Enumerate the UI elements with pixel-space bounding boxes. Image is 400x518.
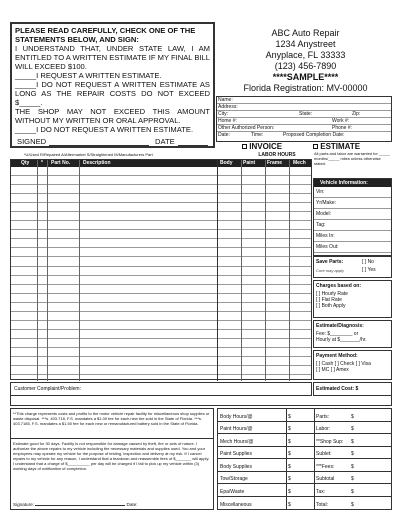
- totals-left-label: Tow/Storage: [220, 476, 248, 482]
- table-row[interactable]: [11, 294, 311, 303]
- col-paint: Paint: [243, 160, 256, 166]
- save-parts-label: Save Parts:: [316, 259, 344, 265]
- table-row[interactable]: [11, 321, 311, 330]
- totals-right-label: ***Fees:: [316, 463, 335, 470]
- vehicle-field[interactable]: Tag:: [314, 220, 391, 231]
- notice-option-limit[interactable]: _____I DO NOT REQUEST A WRITTEN ESTIMATE AS LONG AS THE REPAIR COSTS DO NOT EXCEED $_____.: [15, 80, 210, 107]
- left-dollar: $: [288, 502, 291, 508]
- right-dollar: $: [351, 463, 354, 470]
- left-dollar: $: [288, 451, 291, 457]
- notice-heading: PLEASE READ CAREFULLY, CHECK ONE OF THE STATEMENTS BELOW, AND SIGN:: [15, 26, 196, 44]
- time-field[interactable]: Time:: [251, 132, 264, 138]
- charge-flat[interactable]: [ ] Flat Rate: [316, 297, 342, 303]
- table-row[interactable]: [11, 239, 311, 248]
- col-description: Description: [83, 160, 111, 166]
- totals-right-label: **Shop Sup:: [316, 438, 344, 445]
- signed-line[interactable]: [49, 145, 149, 146]
- estimated-cost-label: Estimated Cost: $: [316, 386, 359, 392]
- totals-right-label: Tax:: [316, 488, 326, 495]
- totals-row: [218, 422, 391, 435]
- diagnosis-fee[interactable]: Fee: $________ or: [316, 331, 359, 337]
- col-body: Body: [220, 160, 233, 166]
- diagnosis-hourly[interactable]: Hourly at $_______/hr.: [316, 337, 367, 343]
- invoice-toggle[interactable]: [242, 142, 282, 152]
- totals-row: [218, 484, 391, 497]
- totals-right-label: Sublet:: [316, 451, 332, 457]
- totals-right-label: Total:: [316, 502, 328, 508]
- customer-state[interactable]: State:: [299, 111, 313, 117]
- right-dollar: $: [351, 502, 354, 508]
- totals-left-label: Mech Hours/@: [220, 438, 254, 445]
- right-dollar: $: [351, 476, 354, 482]
- disclaimer-panel: [10, 408, 214, 510]
- payment-label: Payment Method:: [316, 353, 358, 359]
- part-code-legend: *U/Used R/Repaired A/Aftermarket S/Straightened M/Manufacturers Part: [24, 152, 153, 157]
- customer-city[interactable]: City:: [218, 111, 228, 117]
- right-dollar: $: [351, 413, 354, 420]
- totals-row: [218, 434, 391, 447]
- labor-hours-title: LABOR HOURS: [258, 152, 296, 158]
- proposed-completion[interactable]: Proposed Completion Date:: [283, 132, 345, 138]
- table-row[interactable]: [11, 339, 311, 348]
- notice-option-request[interactable]: _____I REQUEST A WRITTEN ESTIMATE.: [15, 71, 162, 80]
- table-row[interactable]: [11, 357, 311, 366]
- payment-box: [313, 350, 392, 380]
- shop-header: [218, 28, 393, 94]
- right-dollar: $: [351, 438, 354, 445]
- totals-left-label: Body Hours/@: [220, 413, 253, 420]
- left-dollar: $: [288, 413, 291, 420]
- left-dollar: $: [288, 476, 291, 482]
- charges-box: [313, 280, 392, 318]
- charges-label: Charges based on:: [316, 283, 362, 289]
- customer-info: [216, 96, 392, 142]
- charge-both[interactable]: [ ] Both Apply: [316, 303, 346, 309]
- shop-street: 1234 Anystreet: [275, 39, 336, 49]
- vehicle-field[interactable]: Miles Out:: [314, 242, 391, 253]
- table-row[interactable]: [11, 366, 311, 375]
- diagnosis-box: [313, 320, 392, 348]
- table-row[interactable]: [11, 348, 311, 357]
- complaint-label: Customer Complaint/Problem:: [14, 386, 81, 392]
- signature-label: Signature:: [13, 502, 34, 507]
- vehicle-field[interactable]: Model:: [314, 209, 391, 220]
- col-part-no: Part No.: [51, 160, 71, 166]
- table-row[interactable]: [11, 212, 311, 221]
- other-authorized-person[interactable]: Other Authorized Person:: [218, 125, 275, 131]
- yes-label: Yes: [367, 267, 376, 273]
- invoice-label: INVOICE: [249, 142, 283, 151]
- complaint-box[interactable]: [10, 382, 312, 396]
- save-parts-yes[interactable]: [ ] Yes: [362, 267, 376, 273]
- totals-row: [218, 472, 391, 485]
- estimate-checkbox[interactable]: [313, 144, 318, 149]
- right-dollar: $: [351, 426, 354, 432]
- col-qty: Qty: [21, 160, 30, 166]
- vehicle-field[interactable]: Vin:: [314, 187, 391, 198]
- date-line[interactable]: [178, 145, 208, 146]
- vehicle-field[interactable]: Miles In:: [314, 231, 391, 242]
- shop-name: ABC Auto Repair: [271, 28, 340, 38]
- totals-right-label: Labor:: [316, 426, 331, 432]
- invoice-checkbox[interactable]: [242, 144, 247, 149]
- col-star: *: [41, 160, 43, 166]
- col-frame: Frame: [267, 160, 283, 166]
- notice-para1: I UNDERSTAND THAT, UNDER STATE LAW, I AM ENTITLED TO A WRITTEN ESTIMATE IF MY FINAL BILL WILL EXCEED $100.: [15, 44, 210, 71]
- totals-left-label: Miscellaneous: [220, 502, 252, 508]
- table-row[interactable]: [11, 203, 311, 212]
- estimate-label: ESTIMATE: [320, 142, 361, 151]
- customer-home-phone[interactable]: Home #:: [218, 118, 237, 124]
- table-row[interactable]: [11, 267, 311, 276]
- table-row[interactable]: [11, 167, 311, 176]
- other-phone[interactable]: Phone #:: [332, 125, 353, 131]
- totals-row: [218, 497, 391, 510]
- totals-left-label: Epa/Waste: [220, 488, 245, 495]
- table-row[interactable]: [11, 303, 311, 312]
- vehicle-info-panel: [313, 178, 392, 256]
- payment-line2[interactable]: [ ] MC [ ] Amex: [316, 367, 349, 373]
- signature-date-label: Date:: [126, 502, 138, 507]
- core-note: Core may apply: [316, 268, 345, 273]
- left-dollar: $: [288, 426, 291, 432]
- customer-name[interactable]: Name:: [218, 97, 233, 103]
- table-row[interactable]: [11, 185, 311, 194]
- totals-left-label: Body Supplies: [220, 463, 252, 470]
- totals-right-label: Parts:: [316, 413, 330, 420]
- date-field[interactable]: Date:: [218, 132, 230, 138]
- signed-label: SIGNED: [17, 137, 47, 146]
- table-row[interactable]: [11, 221, 311, 230]
- shop-registration: Florida Registration: MV-00000: [243, 83, 368, 93]
- right-dollar: $: [351, 488, 354, 495]
- table-row[interactable]: [11, 194, 311, 203]
- table-row[interactable]: [11, 285, 311, 294]
- table-row[interactable]: [11, 248, 311, 257]
- totals-row: [218, 447, 391, 460]
- totals-left-label: Paint Supplies: [220, 451, 252, 457]
- table-row[interactable]: [11, 276, 311, 285]
- vehicle-field[interactable]: Yr/Make:: [314, 198, 391, 209]
- date-label: DATE: [155, 137, 175, 146]
- notice-para2: THE SHOP MAY NOT EXCEED THIS AMOUNT WITHOUT MY WRITTEN OR ORAL APPROVAL.: [15, 107, 210, 125]
- save-parts-no[interactable]: [ ] No: [362, 259, 374, 265]
- customer-work-phone[interactable]: Work #:: [332, 118, 350, 124]
- complaint-area[interactable]: [10, 396, 392, 406]
- totals-left-label: Paint Hours/@: [220, 426, 253, 432]
- table-row[interactable]: [11, 312, 311, 321]
- diagnosis-label: Estimate/Diagnosis:: [316, 323, 364, 329]
- parts-labor-grid: [10, 159, 312, 380]
- left-dollar: $: [288, 438, 291, 445]
- save-parts-box: [313, 256, 392, 278]
- warranty-note: All parts and labor are warranted for _____ months/_____ miles unless otherwise stated.: [314, 151, 391, 166]
- notice-option-none[interactable]: _____I DO NOT REQUEST A WRITTEN ESTIMATE.: [15, 125, 194, 134]
- notice-box: [10, 22, 215, 148]
- vehicle-info-title: Vehicle Information:: [314, 179, 391, 187]
- estimated-cost: [313, 382, 392, 396]
- table-row[interactable]: [11, 230, 311, 239]
- left-dollar: $: [288, 463, 291, 470]
- totals-right-label: Subtotal: [316, 476, 335, 482]
- totals-row: [218, 409, 391, 422]
- payment-line1[interactable]: [ ] Cash [ ] Check [ ] Visa: [316, 361, 371, 367]
- totals-panel: [217, 408, 392, 510]
- hourly-rate-label: Hourly Rate: [321, 291, 348, 297]
- grid-header: [11, 160, 311, 167]
- flat-rate-label: Flat Rate: [321, 297, 342, 303]
- right-dollar: $: [351, 451, 354, 457]
- left-dollar: $: [288, 488, 291, 495]
- table-row[interactable]: [11, 330, 311, 339]
- table-row[interactable]: [11, 176, 311, 185]
- totals-row: [218, 459, 391, 472]
- signature-line[interactable]: [35, 505, 125, 506]
- customer-zip[interactable]: Zip:: [352, 111, 361, 117]
- authorization-terms: Estimate good for 30 days. Facility is not responsible for damage caused by theft, fire or acts of nature. I authorize the above repairs to my vehicle including the necessary materials and supplies used. You and your employees may operate my vehicle for the purpose of testing, inspection and delivery at my risk. If I cancel repairs to my vehicle for any reason, I understand that a teardown and reassemble fees of $_______ will apply. I understand that a charge of $__________ per day will be charged if I fail to pick up my vehicle within (3) working days of notification of completion.: [13, 441, 210, 471]
- both-apply-label: Both Apply: [321, 303, 346, 309]
- no-label: No: [367, 259, 374, 265]
- shop-phone: (123) 456-7890: [274, 61, 337, 71]
- sample-mark: ****SAMPLE****: [272, 72, 339, 82]
- charge-hourly[interactable]: [ ] Hourly Rate: [316, 291, 348, 297]
- col-mech: Mech: [293, 160, 306, 166]
- table-row[interactable]: [11, 258, 311, 267]
- customer-address[interactable]: Address:: [218, 104, 238, 110]
- shop-city: Anyplace, FL 33333: [265, 50, 346, 60]
- fees-disclaimer: **This charge represents costs and profits to the motor vehicle repair facility for miscellaneous shop supplies or waste disposal. ***s. 403.718, F.S. mandates a $1.00 fee for each new tire sold in the State of Florida. ***s. 403.7185, F.S. mandates a $1.50 fee for each new or remanufactured battery sold in the State of Florida.: [13, 411, 210, 426]
